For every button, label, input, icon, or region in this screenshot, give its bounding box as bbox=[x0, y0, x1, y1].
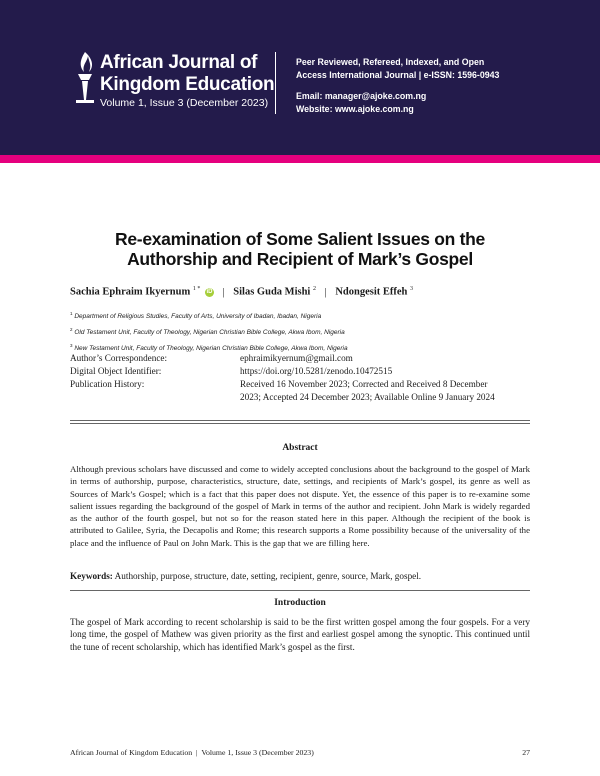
section-rule bbox=[70, 590, 530, 591]
history-label: Publication History: bbox=[70, 379, 145, 389]
keywords-label: Keywords: bbox=[70, 571, 113, 581]
journal-website[interactable]: Website: www.ajoke.com.ng bbox=[296, 103, 414, 114]
correspondence-label: Author’s Correspondence: bbox=[70, 353, 168, 363]
author-name: Ndongesit Effeh bbox=[335, 286, 408, 298]
abstract-heading: Abstract bbox=[282, 443, 318, 453]
article-title bbox=[0, 229, 600, 269]
orcid-icon[interactable]: iD bbox=[206, 288, 213, 295]
author-name: Silas Guda Mishi bbox=[233, 286, 311, 298]
doi-link[interactable]: https://doi.org/10.5281/zenodo.10472515 bbox=[240, 366, 393, 376]
page-number: 27 bbox=[522, 748, 530, 757]
journal-info bbox=[296, 56, 499, 115]
doi-label: Digital Object Identifier: bbox=[70, 366, 162, 376]
page-footer bbox=[70, 748, 530, 757]
author-name: Sachia Ephraim Ikyernum bbox=[70, 286, 191, 298]
header-divider bbox=[275, 52, 276, 114]
peer-review-line1: Peer Reviewed, Refereed, Indexed, and Open bbox=[296, 57, 485, 67]
introduction-text: The gospel of Mark according to recent scholarship is said to be the first written gospel among the four gospels. For a very long time, the gospel of Mathew was given priority as the first and earliest gospel among the synoptic. This continued until the tune of recent scholarship, which has identified Mark’s gospel as the first. bbox=[70, 617, 530, 652]
footer-citation: African Journal of Kingdom Education | Volume 1, Issue 3 (December 2023) bbox=[70, 748, 314, 757]
journal-name-line2: Kingdom Education bbox=[100, 74, 275, 95]
article-title-line2: Authorship and Recipient of Mark’s Gospel bbox=[127, 249, 473, 269]
keywords bbox=[70, 571, 421, 581]
author-affiliation-marker: 1 * bbox=[192, 286, 201, 292]
journal-name bbox=[100, 52, 274, 96]
affiliation-item: $^1$ Department of Religious Studies, Faculty of Arts, University of Ibadan, Ibadan, Nigeria bbox=[70, 311, 322, 321]
history-value: Received 16 November 2023; Corrected and Received 8 December 2023; Accepted 24 December 2023; Available Online 9 January 2024 bbox=[240, 379, 495, 402]
article-title-line1: Re-examination of Some Salient Issues on the bbox=[115, 229, 485, 249]
introduction-heading: Introduction bbox=[274, 598, 326, 608]
correspondence-email[interactable]: ephraimikyernum@gmail.com bbox=[240, 353, 353, 363]
abstract-text: Although previous scholars have discussed and come to widely accepted conclusions about the background to the gospel of Mark in terms of authorship, purpose, characteristics, structure, date, settings, and recipients of Mark’s gospel, its genre as well as Sources of Mark’s Gospel; which is a fact that this paper does not dispute. Yet, the essence of this paper is to re-examine some salient issues regarding the background of the gospel of Mark in terms of the author and recipient. John Mark is widely regarded as the author of the fourth gospel, but not so for the reason stated here in this paper. Although the recipient of the book is attributed to Galilee, Syria, the Decapolis and Rome; this research supports a Rome possibility because of the universality of the place and the influence of Paul on John Mark. This is the gap that we are filling here. bbox=[70, 464, 530, 548]
article-metadata bbox=[70, 352, 530, 404]
author-affiliation-marker: 2 bbox=[312, 286, 316, 292]
header-accent-bar bbox=[0, 155, 600, 163]
author-list bbox=[70, 286, 413, 298]
journal-header bbox=[0, 0, 600, 155]
journal-volume: Volume 1, Issue 3 (December 2023) bbox=[100, 97, 269, 109]
author-separator: | bbox=[222, 286, 225, 298]
journal-name-line1: African Journal of bbox=[100, 52, 258, 73]
author-affiliation-marker: 3 bbox=[409, 286, 413, 292]
section-rule bbox=[70, 420, 530, 421]
affiliation-item: $^3$ New Testament Unit, Faculty of Theology, Nigerian Christian Bible College, Akwa Ibom, Nigeria bbox=[70, 343, 348, 353]
section-rule bbox=[70, 423, 530, 424]
author-separator: | bbox=[324, 286, 327, 298]
peer-review-line2: Access International Journal | e-ISSN: 1596-0943 bbox=[296, 69, 500, 80]
affiliation-list bbox=[70, 307, 348, 355]
journal-email[interactable]: Email: manager@ajoke.com.ng bbox=[296, 91, 427, 101]
keywords-text: Authorship, purpose, structure, date, setting, recipient, genre, source, Mark, gospel. bbox=[114, 571, 422, 581]
torch-icon bbox=[74, 50, 96, 104]
affiliation-item: $^2$ Old Testament Unit, Faculty of Theology, Nigerian Christian Bible College, Akwa Ibom, Nigeria bbox=[70, 327, 345, 337]
